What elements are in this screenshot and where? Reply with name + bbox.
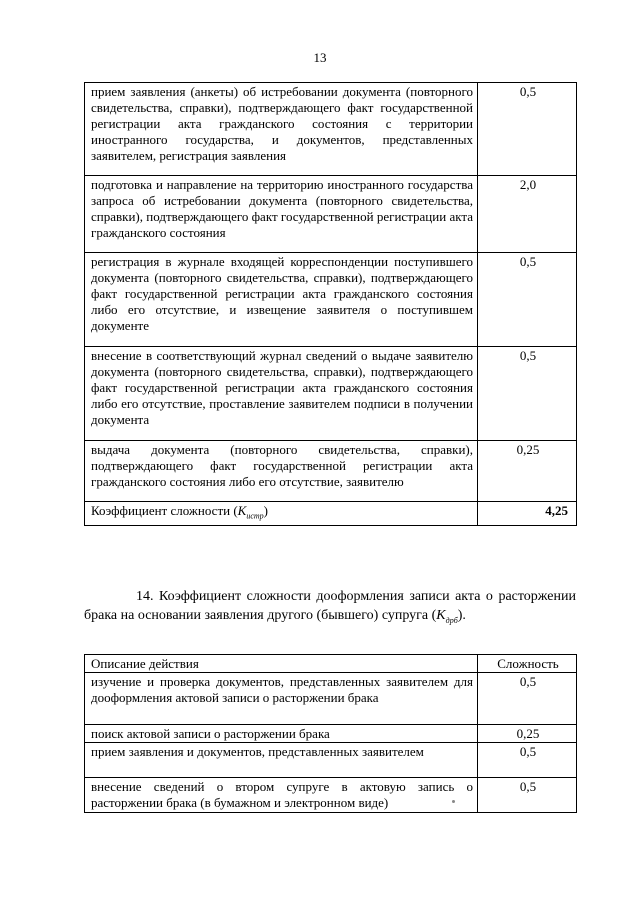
action-description: прием заявления (анкеты) об истребовании документа (повторного свидетельства, справки), подтверждающего факт государственной регистрации акта гражданского состояния с территории иностранного государства, и документов, представленных заявителем, регистрация заявления [85, 83, 478, 176]
total-value: 4,25 [478, 502, 577, 526]
complexity-value: 0,5 [478, 673, 577, 725]
action-description: регистрация в журнале входящей корреспонденции поступившего документа (повторного свидетельства, справки), подтверждающего факт государственной регистрации акта гражданского состояния либо его отсутствие, и извещение заявителя о поступившем документе [85, 253, 478, 347]
header-description: Описание действия [85, 655, 478, 673]
table-row [85, 176, 577, 253]
total-label: Коэффициент сложности $(K_{истр})$ [85, 502, 478, 526]
page-number: 13 [313, 50, 327, 65]
action-description: внесение в соответствующий журнал сведений о выдаче заявителю документа (повторного свидетельства, справки), подтверждающего факт государственной регистрации акта гражданского состояния либо его отсутствие, проставление заявителем подписи в получении документа [85, 347, 478, 441]
complexity-value: 0,5 [478, 778, 577, 813]
complexity-value: 0,5 [478, 347, 577, 441]
complexity-value: 0,25 [478, 725, 577, 743]
complexity-value: 0,5 [478, 253, 577, 347]
action-description: выдача документа (повторного свидетельства, справки), подтверждающего факт государственной регистрации акта гражданского состояния либо его отсутствие, заявителю [85, 441, 478, 502]
table-header-row [85, 655, 577, 673]
action-description: подготовка и направление на территорию иностранного государства запроса об истребовании документа (повторного свидетельства, справки), подтверждающего факт государственной регистрации акта гражданского состояния [85, 176, 478, 253]
table-row [85, 83, 577, 176]
action-description: поиск актовой записи о расторжении брака [85, 725, 478, 743]
table-row [85, 725, 577, 743]
header-complexity: Сложность [478, 655, 577, 673]
section-14-heading: 14. Коэффициент сложности дооформления записи акта о расторжении брака на основании заявления другого (бывшего) супруга $(K_{дрб})$. [84, 589, 576, 625]
table-row [85, 441, 577, 502]
table-row [85, 673, 577, 725]
complexity-value: 0,5 [478, 83, 577, 176]
table-total-row [85, 502, 577, 526]
action-description: изучение и проверка документов, представленных заявителем для дооформления актовой записи о расторжении брака [85, 673, 478, 725]
complexity-value: 0,25 [478, 441, 577, 502]
action-description: внесение сведений о втором супруге в актовую запись о расторжении брака (в бумажном и электронном виде) [85, 778, 478, 813]
table-row [85, 347, 577, 441]
table-row [85, 253, 577, 347]
complexity-value: 2,0 [478, 176, 577, 253]
table-row [85, 743, 577, 778]
scan-speck [452, 800, 455, 803]
action-description: прием заявления и документов, представленных заявителем [85, 743, 478, 778]
complexity-table-2 [84, 654, 577, 813]
complexity-table-1 [84, 82, 577, 526]
complexity-value: 0,5 [478, 743, 577, 778]
table-row [85, 778, 577, 813]
